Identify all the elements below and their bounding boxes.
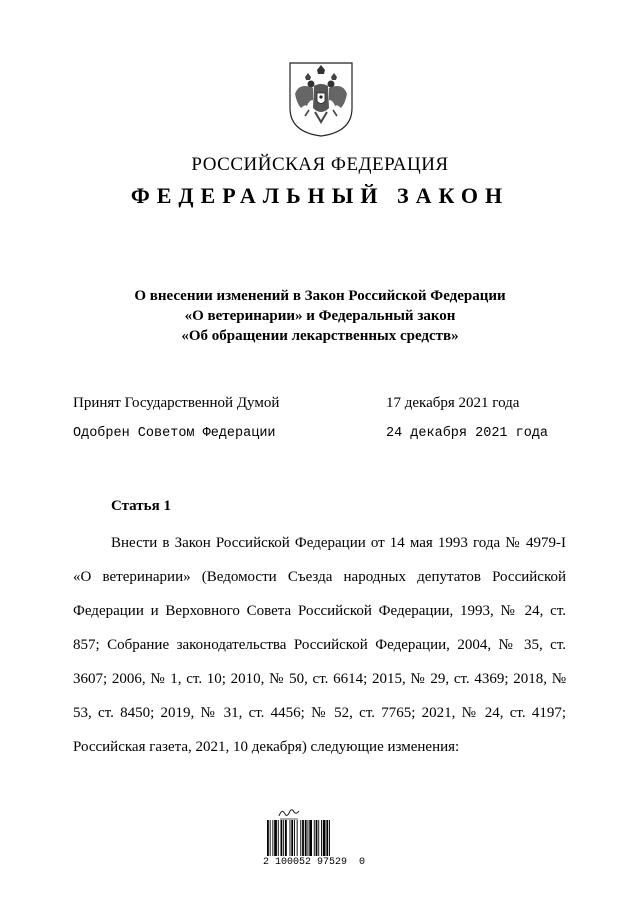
barcode-bar xyxy=(305,820,307,856)
country-heading: РОССИЙСКАЯ ФЕДЕРАЦИЯ xyxy=(191,154,449,175)
double-headed-eagle-emblem-icon xyxy=(287,60,355,138)
barcode-block xyxy=(263,806,366,878)
barcode-bar xyxy=(323,820,326,856)
barcode-bar xyxy=(291,820,293,856)
barcode-bar xyxy=(285,820,287,856)
barcode-bar xyxy=(300,820,301,856)
barcode-icon xyxy=(267,820,353,856)
barcode-bar xyxy=(283,820,284,856)
law-title-line-2: «О ветеринарии» и Федеральный закон xyxy=(184,308,456,324)
barcode-bar xyxy=(326,820,328,856)
law-title-line-3: «Об обращении лекарственных средств» xyxy=(181,328,459,344)
article-body xyxy=(73,526,566,764)
barcode-bar xyxy=(316,820,318,856)
barcode-bar xyxy=(278,820,279,856)
law-title xyxy=(0,286,640,346)
document-type-heading: ФЕДЕРАЛЬНЫЙ ЗАКОН xyxy=(130,183,510,208)
barcode-bar xyxy=(309,820,312,856)
barcode-bar xyxy=(272,820,273,856)
barcode-bar xyxy=(302,820,304,856)
barcode-bar xyxy=(290,820,291,856)
article-heading: Статья 1 xyxy=(111,498,171,514)
council-approval-label: Одобрен Советом Федерации xyxy=(73,426,276,441)
barcode-bar xyxy=(297,820,298,856)
barcode-bar xyxy=(270,820,271,856)
barcode-number: 2 100052 97529 0 xyxy=(263,857,366,868)
barcode-bar xyxy=(308,820,309,856)
barcode-bar xyxy=(318,820,319,856)
duma-adoption-label: Принят Государственной Думой xyxy=(73,395,280,411)
barcode-bar xyxy=(294,820,295,856)
barcode-bar xyxy=(281,820,283,856)
barcode-bar xyxy=(329,820,330,856)
council-approval-date: 24 декабря 2021 года xyxy=(386,426,549,441)
barcode-bar xyxy=(267,820,269,856)
signature-mark-icon xyxy=(277,806,301,820)
barcode-bar xyxy=(274,820,277,856)
article-paragraph: Внести в Закон Российской Федерации от 14 мая 1993 года № 4979-I «О ветеринарии» (Ведомости Съезда народных депутатов Российской Федерации и Верховного Совета Российской Федерации, 1993, № 24, ст. 857; Собрание законодательства Российской Федерации, 2004, № 35, ст. 3607; 2006, № 1, ст. 10; 2010, № 50, ст. 6614; 2015, № 29, ст. 4369; 2018, № 53, ст. 8450; 2019, № 31, ст. 4456; № 52, ст. 7765; 2021, № 24, ст. 4197; Российская газета, 2021, 10 декабря) следующие изменения: xyxy=(73,535,566,755)
duma-adoption-date: 17 декабря 2021 года xyxy=(386,395,520,411)
barcode-bar xyxy=(321,820,322,856)
law-title-line-1: О внесении изменений в Закон Российской Федерации xyxy=(134,288,506,304)
barcode-bar xyxy=(314,820,315,856)
